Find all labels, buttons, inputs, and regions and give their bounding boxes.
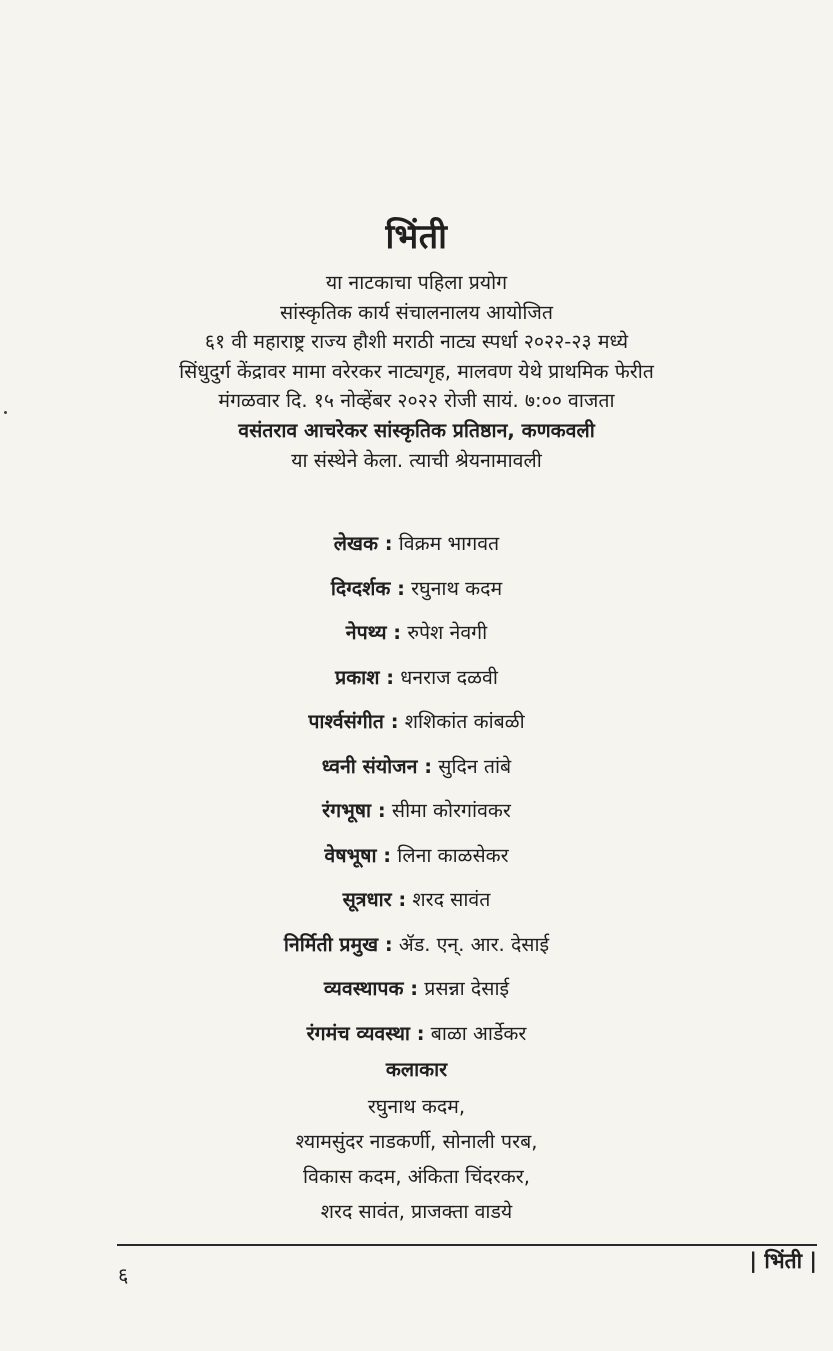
credit-name: रुपेश नेवगी	[407, 621, 488, 644]
credit-role: प्रकाश :	[335, 665, 395, 689]
credit-name: रघुनाथ कदम	[411, 576, 503, 600]
first-performance-note	[0, 268, 833, 475]
credit-role: सूत्रधार :	[342, 888, 407, 911]
credit-row	[0, 745, 833, 790]
page-title: भिंती	[385, 217, 448, 257]
cast-line: श्यामसुंदर नाडकर्णी, सोनाली परब,	[295, 1130, 538, 1153]
cast-heading: कलाकार	[385, 1058, 448, 1081]
credit-row	[0, 967, 833, 1012]
credit-role: व्यवस्थापक :	[323, 977, 419, 1000]
credit-name: सीमा कोरगांवकर	[391, 799, 511, 822]
credit-row	[0, 789, 833, 834]
intro-line: या संस्थेने केला. त्याची श्रेयनामावली	[291, 448, 542, 472]
organization-name: वसंतराव आचरेकर सांस्कृतिक प्रतिष्ठान, कणकवली	[238, 418, 595, 442]
credit-role: वेषभूषा :	[324, 843, 392, 867]
credits-list	[0, 522, 833, 1056]
credit-role: निर्मिती प्रमुख :	[283, 932, 393, 956]
credit-row	[0, 700, 833, 745]
credit-row	[0, 656, 833, 701]
running-head-title: भिंती	[764, 1249, 803, 1273]
running-head	[749, 1246, 817, 1276]
credit-row	[0, 611, 833, 656]
cast-line: विकास कदम, अंकिता चिंदरकर,	[303, 1165, 530, 1188]
credit-row	[0, 878, 833, 923]
credit-row	[0, 567, 833, 612]
credit-role: लेखक :	[333, 532, 393, 555]
intro-line: मंगळवार दि. १५ नोव्हेंबर २०२२ रोजी सायं. ७:०० वाजता	[218, 389, 615, 413]
credit-role: ध्वनी संयोजन :	[321, 754, 433, 778]
credit-name: सुदिन तांबे	[438, 754, 512, 778]
separator-bar: |	[809, 1249, 817, 1273]
credit-name: शशिकांत कांबळी	[404, 710, 525, 733]
cast-line: शरद सावंत, प्राजक्ता वाडये	[320, 1200, 513, 1223]
credit-role: दिग्दर्शक :	[330, 576, 405, 600]
credit-role: रंगभूषा :	[322, 799, 386, 822]
credit-name: लिना काळसेकर	[397, 843, 509, 867]
credit-name: विक्रम भागवत	[398, 532, 500, 555]
credit-role: नेपथ्य :	[345, 621, 402, 644]
credit-row	[0, 522, 833, 567]
separator-bar: |	[749, 1249, 758, 1273]
credit-name: बाळा आर्डेकर	[430, 1021, 527, 1045]
credit-row	[0, 923, 833, 968]
intro-line: ६१ वी महाराष्ट्र राज्य हौशी मराठी नाट्य स्पर्धा २०२२-२३ मध्ये	[204, 330, 629, 354]
print-speck	[4, 411, 7, 414]
credit-name: ॲड. एन्. आर. देसाई	[398, 932, 550, 956]
credit-row	[0, 1012, 833, 1057]
credit-role: पार्श्वसंगीत :	[308, 710, 399, 733]
credit-name: प्रसन्ना देसाई	[424, 977, 510, 1000]
cast-section	[0, 1055, 833, 1229]
credit-row	[0, 834, 833, 879]
credit-name: धनराज दळवी	[400, 665, 498, 689]
cast-line: रघुनाथ कदम,	[367, 1095, 466, 1118]
intro-line: या नाटकाचा पहिला प्रयोग	[325, 271, 508, 294]
intro-line: सांस्कृतिक कार्य संचालनालय आयोजित	[279, 300, 554, 324]
intro-line: सिंधुदुर्ग केंद्रावर मामा वरेरकर नाट्यगृह, मालवण येथे प्राथमिक फेरीत	[179, 359, 654, 383]
credit-name: शरद सावंत	[412, 888, 491, 911]
page-number: ६	[118, 1263, 129, 1287]
credit-role: रंगमंच व्यवस्था :	[306, 1021, 425, 1045]
footer-divider	[117, 1244, 817, 1246]
